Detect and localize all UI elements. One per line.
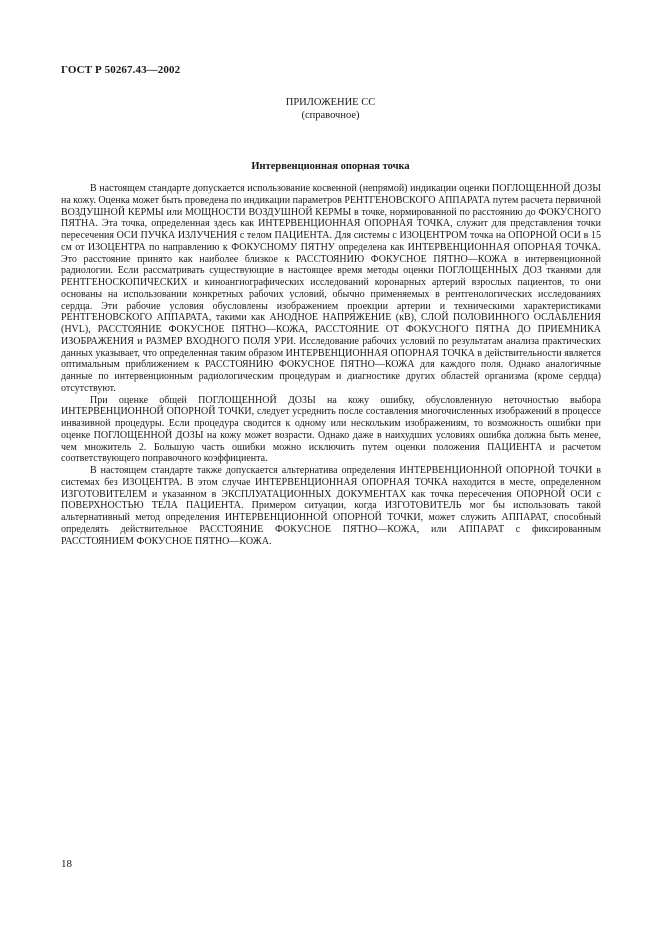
appendix-label: ПРИЛОЖЕНИЕ СС <box>285 97 376 108</box>
paragraph: В настоящем стандарте также допускается альтернатива определения ИНТЕРВЕНЦИОННОЙ ОПОРНОЙ ТОЧКИ в системах без ИЗОЦЕНТРА. В этом случае ИНТЕРВЕНЦИОННАЯ ОПОРНАЯ ТОЧКА находится в месте, определенном ИЗГОТОВИТЕЛЕМ и указанном в ЭКСПЛУАТАЦИОННЫХ ДОКУМЕНТАХ как точка пересечения ОПОРНОЙ ОСИ с ПОВЕРХНОСТЬЮ ТЕЛА ПАЦИЕНТА. Примером ситуации, когда ИЗГОТОВИТЕЛЬ мог бы использовать такой альтернативный метод определения ИНТЕРВЕНЦИОННОЙ ОПОРНОЙ ТОЧКИ, может служить АППАРАТ, способный определять действительное РАССТОЯНИЕ ФОКУСНОЕ ПЯТНО—КОЖА, или АППАРАТ с фиксированным РАССТОЯНИЕМ ФОКУСНОЕ ПЯТНО—КОЖА. <box>61 465 601 547</box>
paragraph: В настоящем стандарте допускается использование косвенной (непрямой) индикации оценки ПОГЛОЩЕННОЙ ДОЗЫ на кожу. Оценка может быть проведена по индикации параметров РЕНТГЕНОВСКОГО АППАРАТА путем расчета первичной ВОЗДУШНОЙ КЕРМЫ или МОЩНОСТИ ВОЗДУШНОЙ КЕРМЫ в точке, нормированной по расстоянию до ФОКУСНОГО ПЯТНА. Эта точка, определенная здесь как ИНТЕРВЕНЦИОННАЯ ОПОРНАЯ ТОЧКА, служит для представления точки пересечения ОСИ ПУЧКА ИЗЛУЧЕНИЯ с телом ПАЦИЕНТА. Для системы с ИЗОЦЕНТРОМ точка на ОПОРНОЙ ОСИ в 15 см от ИЗОЦЕНТРА по направлению к ФОКУСНОМУ ПЯТНУ определена как ИНТЕРВЕНЦИОННАЯ ОПОРНАЯ ТОЧКА. Это расстояние принято как наиболее близкое к РАССТОЯНИЮ ФОКУСНОЕ ПЯТНО—КОЖА в интервенционной радиологии. Если рассматривать существующие в настоящее время методы оценки ПОГЛОЩЕННЫХ ДОЗ тканями для РЕНТГЕНОСКОПИЧЕСКИХ и киноангиографических исследований коронарных артерий взрослых пациентов, то они основаны на использовании конкретных рабочих условий, обычно применяемых в рентгенологических исследованиях сердца. Эти рабочие условия обусловлены изображением проекции артерии и техническими характеристиками РЕНТГЕНОВСКОГО АППАРАТА, такими как АНОДНОЕ НАПРЯЖЕНИЕ (кВ), СЛОЙ ПОЛОВИННОГО ОСЛАБЛЕНИЯ (HVL), РАССТОЯНИЕ ФОКУСНОЕ ПЯТНО—КОЖА, РАССТОЯНИЕ ОТ ФОКУСНОГО ПЯТНА ДО ПРИЕМНИКА ИЗОБРАЖЕНИЯ и РАЗМЕР ВХОДНОГО ПОЛЯ УРИ. Исследование рабочих условий по результатам анализа практических данных указывает, что определенная таким образом ИНТЕРВЕНЦИОННАЯ ОПОРНАЯ ТОЧКА в действительности является оптимальным приближением к РАССТОЯНИЮ ФОКУСНОЕ ПЯТНО—КОЖА для каждого поля. Однако аналогичные данные по интервенционным радиологическим процедурам и диагностике других областей организма (кроме сердца) отсутствуют. <box>61 183 601 394</box>
paragraph: При оценке общей ПОГЛОЩЕННОЙ ДОЗЫ на кожу ошибку, обусловленную неточностью выбора ИНТЕРВЕНЦИОННОЙ ОПОРНОЙ ТОЧКИ, следует усреднить после составления многочисленных изображений в процессе инвазивной процедуры. Если процедура сводится к одному или нескольким изображениям, то возможность ошибки при оценке ПОГЛОЩЕННОЙ ДОЗЫ на кожу может возрасти. Однако даже в наихудших условиях ошибка должна быть менее, чем множитель 2. Большую часть ошибки можно исключить путем оценки положения ПАЦИЕНТА и расчетом соответствующего поправочного коэффициента. <box>61 394 601 465</box>
body-text <box>61 183 601 547</box>
appendix-heading <box>0 96 661 122</box>
appendix-type: (справочное) <box>301 110 360 121</box>
page-number: 18 <box>61 858 72 870</box>
section-title: Интервенционная опорная точка <box>251 161 410 172</box>
standard-designation: ГОСТ Р 50267.43—2002 <box>61 64 181 76</box>
